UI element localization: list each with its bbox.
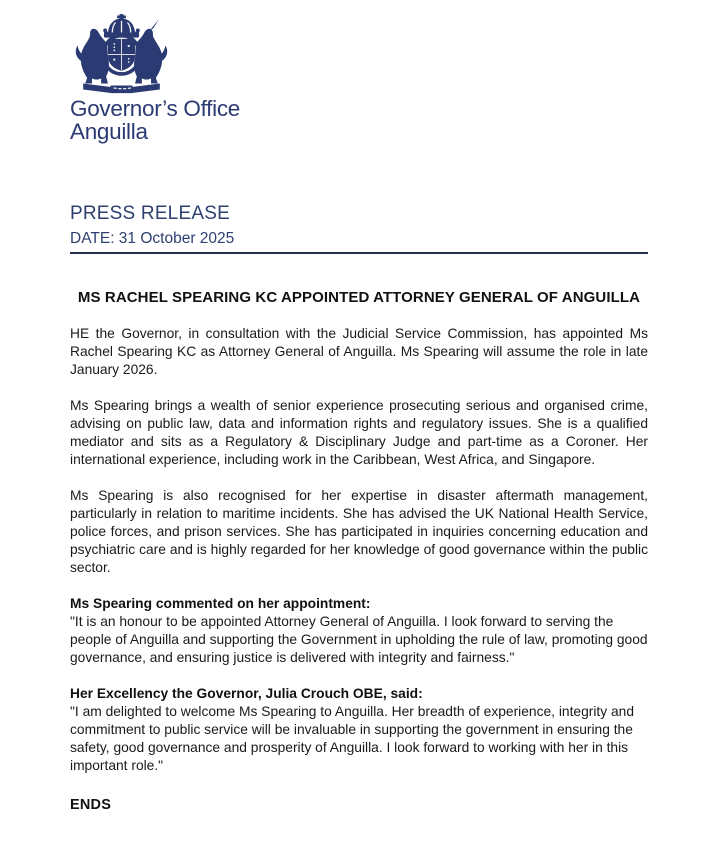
document-title: MS RACHEL SPEARING KC APPOINTED ATTORNEY GENERAL OF ANGUILLA [77,289,641,306]
statement-governor-heading: Her Excellency the Governor, Julia Crouch OBE, said: [70,686,423,701]
press-release-label: PRESS RELEASE [70,203,230,224]
paragraph-expertise: Ms Spearing is also recognised for her expertise in disaster aftermath management, particularly in relation to maritime incidents. She has advised the UK National Health Service, police forces, and prison services. She has participated in inquiries concerning education and psychiatric care and is highly regarded for her knowledge of good governance within the public sector. [70,488,648,575]
governors-office-logo [70,14,648,143]
statement-spearing-quote: "It is an honour to be appointed Attorney General of Anguilla. I look forward to serving the people of Anguilla and supporting the Government in upholding the rule of law, promoting good governance, and ensuring justice is delivered with integrity and fairness." [70,614,648,665]
paragraph-intro: HE the Governor, in consultation with the Judicial Service Commission, has appointed Ms Rachel Spearing KC as Attorney General of Anguilla. Ms Spearing will assume the role in late January 2026. [70,326,648,377]
header-divider [70,252,648,254]
paragraph-background: Ms Spearing brings a wealth of senior experience prosecuting serious and organised crime, advising on public law, data and information rights and regulatory issues. She is a qualified mediator and sits as a Regulatory & Disciplinary Judge and part-time as a Coroner. Her international experience, including work in the Caribbean, West Africa, and Singapore. [70,398,648,467]
org-name [70,97,648,143]
statement-governor [70,685,648,775]
statement-spearing [70,595,648,667]
date-line: DATE: 31 October 2025 [70,230,235,247]
ends-marker: ENDS [70,797,112,813]
royal-coat-of-arms-icon [68,14,175,94]
org-name-line2: Anguilla [70,119,148,144]
statement-governor-quote: "I am delighted to welcome Ms Spearing to Anguilla. Her breadth of experience, integrity and commitment to public service will be invaluable in supporting the government in ensuring the safety, good governance and prosperity of Anguilla. I look forward to working with her in this important role." [70,704,634,773]
org-name-line1: Governor’s Office [70,96,240,121]
press-release-header [70,203,648,254]
statement-spearing-heading: Ms Spearing commented on her appointment: [70,596,371,611]
